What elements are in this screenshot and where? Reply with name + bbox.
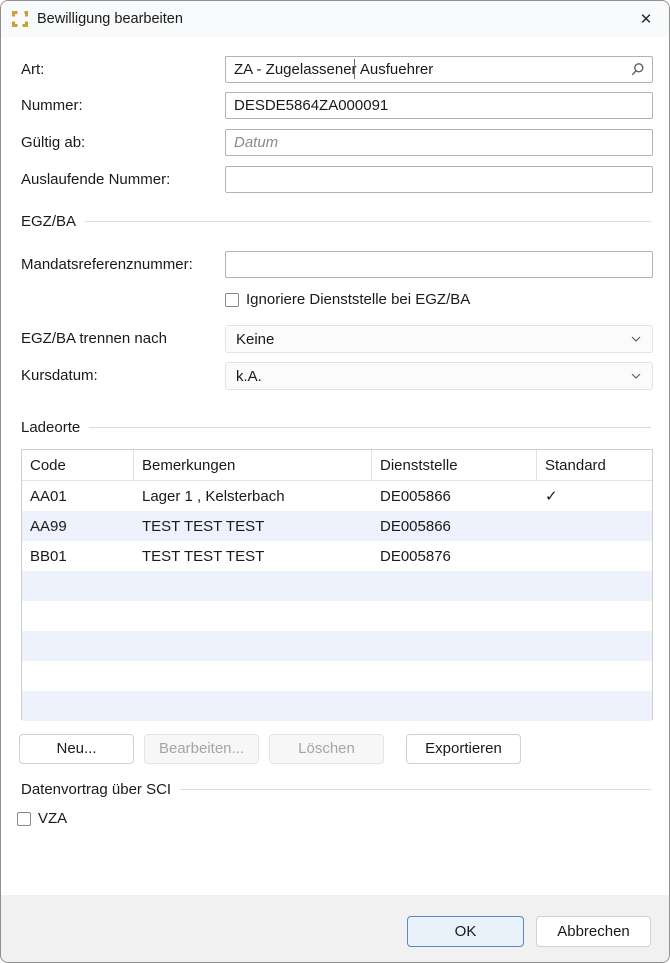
kursdatum-label: Kursdatum: (21, 367, 98, 384)
cell-code (22, 631, 134, 661)
auslaufende-nummer-input[interactable] (225, 166, 653, 193)
art-input[interactable] (225, 56, 653, 83)
cell-bemerkungen: TEST TEST TEST (142, 547, 265, 565)
mandatsreferenznummer-input[interactable] (225, 251, 653, 278)
cell-code: BB01 (30, 547, 67, 565)
nummer-input[interactable] (225, 92, 653, 119)
cell-bemerkungen (134, 691, 372, 721)
vza-checkbox[interactable] (17, 812, 31, 826)
exportieren-button[interactable]: Exportieren (406, 734, 521, 764)
egzba-trennen-value: Keine (236, 330, 275, 348)
cell-dienststelle: DE005866 (380, 517, 451, 535)
ladeorte-table-body (22, 481, 652, 721)
table-row[interactable] (22, 631, 652, 661)
ladeorte-section-title: Ladeorte (21, 418, 81, 436)
section-divider (89, 427, 651, 428)
datenvortrag-section-header (21, 779, 651, 799)
table-row[interactable] (22, 691, 652, 721)
ladeorte-section-header (21, 417, 651, 437)
column-header-bemerkungen[interactable]: Bemerkungen (134, 450, 372, 480)
gueltig-ab-input[interactable] (225, 129, 653, 156)
cell-standard (537, 541, 652, 571)
cell-bemerkungen: Lager 1 , Kelsterbach (142, 487, 285, 505)
vza-label: VZA (38, 810, 68, 827)
table-row[interactable] (22, 481, 652, 511)
cell-code (22, 661, 134, 691)
chevron-down-icon (630, 335, 642, 343)
cell-standard (537, 691, 652, 721)
ladeorte-table (21, 449, 653, 720)
close-icon[interactable]: ✕ (639, 11, 653, 28)
cell-bemerkungen (134, 571, 372, 601)
cell-bemerkungen (134, 631, 372, 661)
ok-button[interactable]: OK (407, 916, 524, 947)
cell-dienststelle (372, 631, 537, 661)
mandatsreferenznummer-label: Mandatsreferenznummer: (21, 256, 193, 273)
table-row[interactable] (22, 571, 652, 601)
loeschen-button[interactable]: Löschen (269, 734, 384, 764)
datenvortrag-section-title: Datenvortrag über SCI (21, 780, 172, 798)
egzba-section-header (21, 211, 651, 231)
cell-code: AA99 (30, 517, 67, 535)
cell-bemerkungen (134, 601, 372, 631)
auslaufende-nummer-label: Auslaufende Nummer: (21, 171, 171, 188)
cell-bemerkungen (134, 661, 372, 691)
abbrechen-button[interactable]: Abbrechen (536, 916, 651, 947)
gueltig-ab-label: Gültig ab: (21, 134, 86, 151)
app-logo-icon (12, 11, 28, 27)
cell-code: AA01 (30, 487, 67, 505)
egzba-section-title: EGZ/BA (21, 212, 77, 230)
kursdatum-value: k.A. (236, 367, 262, 385)
cell-standard (537, 631, 652, 661)
column-header-code[interactable]: Code (22, 450, 134, 480)
cell-standard (537, 601, 652, 631)
cell-code (22, 691, 134, 721)
ignoriere-dienststelle-checkbox[interactable] (225, 293, 239, 307)
cell-bemerkungen: TEST TEST TEST (142, 517, 265, 535)
cell-dienststelle (372, 661, 537, 691)
neu-button[interactable]: Neu... (19, 734, 134, 764)
section-divider (85, 221, 651, 222)
bearbeiten-button[interactable]: Bearbeiten... (144, 734, 259, 764)
text-caret (354, 59, 355, 79)
table-row[interactable] (22, 511, 652, 541)
cell-standard (537, 511, 652, 541)
column-header-standard[interactable]: Standard (545, 456, 606, 474)
cell-dienststelle: DE005866 (380, 487, 451, 505)
cell-code (22, 601, 134, 631)
cell-standard: ✓ (545, 488, 558, 505)
cell-standard (537, 571, 652, 601)
egzba-trennen-label: EGZ/BA trennen nach (21, 330, 167, 347)
column-header-dienststelle[interactable]: Dienststelle (372, 450, 537, 480)
table-row[interactable] (22, 541, 652, 571)
cell-dienststelle (372, 601, 537, 631)
chevron-down-icon (630, 372, 642, 380)
cell-dienststelle (372, 691, 537, 721)
cell-standard (537, 661, 652, 691)
cell-dienststelle (372, 571, 537, 601)
section-divider (180, 789, 651, 790)
egzba-trennen-select[interactable] (225, 325, 653, 353)
art-label: Art: (21, 61, 45, 78)
cell-dienststelle: DE005876 (380, 547, 451, 565)
window-title: Bewilligung bearbeiten (37, 11, 183, 27)
ladeorte-table-header (22, 450, 652, 481)
kursdatum-select[interactable] (225, 362, 653, 390)
ignoriere-dienststelle-label: Ignoriere Dienststelle bei EGZ/BA (246, 291, 471, 308)
cell-code (22, 571, 134, 601)
table-row[interactable] (22, 601, 652, 631)
titlebar (1, 1, 669, 37)
table-row[interactable] (22, 661, 652, 691)
nummer-label: Nummer: (21, 97, 83, 114)
